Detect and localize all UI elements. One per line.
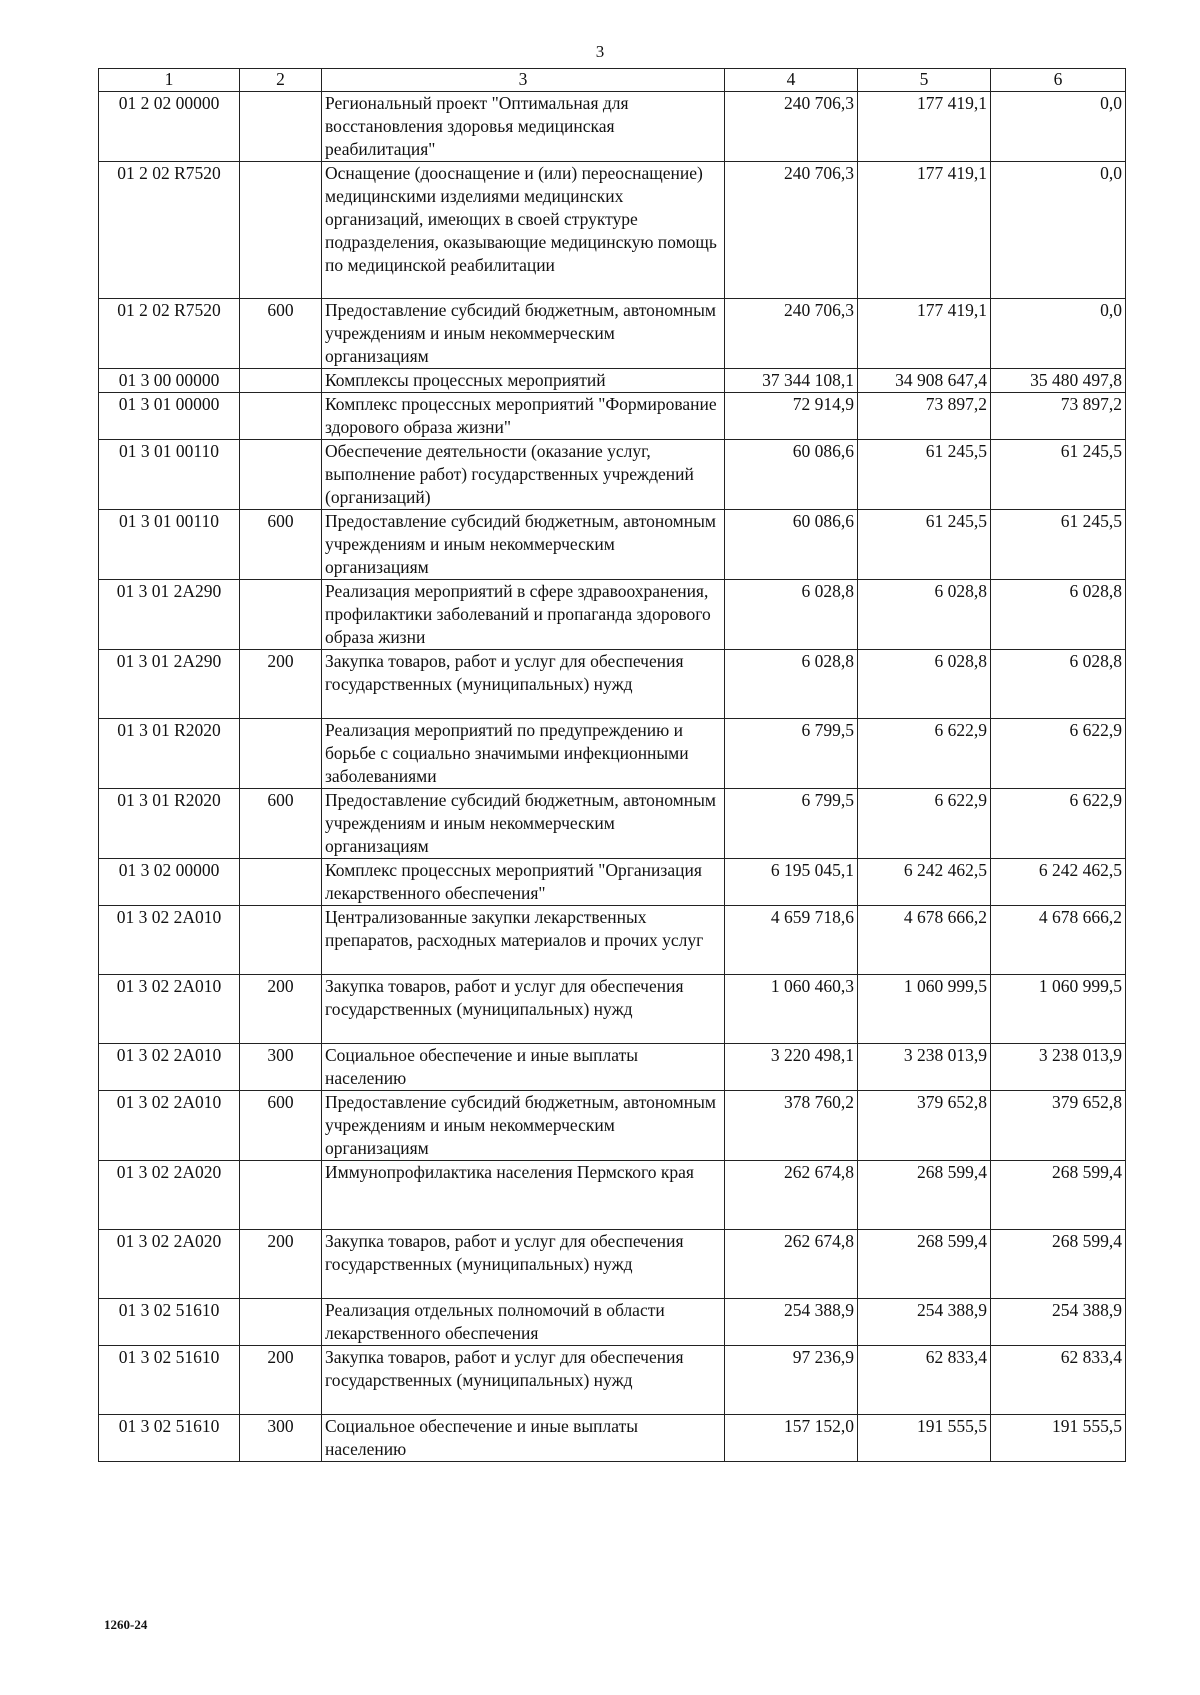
value-col5-cell: 177 419,1 (858, 92, 991, 162)
item-name-cell: Предоставление субсидий бюджетным, автономным учреждениям и иным некоммерческим организациям (322, 789, 725, 859)
value-col6-cell: 61 245,5 (991, 510, 1126, 580)
value-col4-cell: 6 195 045,1 (725, 859, 858, 906)
document-code: 1260-24 (104, 1617, 148, 1632)
table-header-row (99, 69, 1126, 92)
item-name-cell: Социальное обеспечение и иные выплаты населению (322, 1044, 725, 1091)
budget-code-cell: 01 2 02 00000 (99, 92, 240, 162)
column-header-6: 6 (991, 69, 1126, 92)
column-header-5: 5 (858, 69, 991, 92)
value-col6-cell: 379 652,8 (991, 1091, 1126, 1161)
value-col4-cell: 97 236,9 (725, 1346, 858, 1415)
expense-type-cell (240, 580, 322, 650)
item-name-cell: Централизованные закупки лекарственных препаратов, расходных материалов и прочих услуг (322, 906, 725, 975)
value-col6-cell: 3 238 013,9 (991, 1044, 1126, 1091)
budget-code-cell: 01 3 01 R2020 (99, 719, 240, 789)
table-row (99, 1299, 1126, 1346)
budget-code-cell: 01 3 02 00000 (99, 859, 240, 906)
budget-code-cell: 01 3 02 51610 (99, 1415, 240, 1462)
value-col5-cell: 268 599,4 (858, 1161, 991, 1230)
expense-type-cell (240, 369, 322, 393)
value-col6-cell: 61 245,5 (991, 440, 1126, 510)
value-col4-cell: 378 760,2 (725, 1091, 858, 1161)
item-name-cell: Иммунопрофилактика населения Пермского края (322, 1161, 725, 1230)
item-name-cell: Комплекс процессных мероприятий "Организация лекарственного обеспечения" (322, 859, 725, 906)
value-col4-cell: 240 706,3 (725, 92, 858, 162)
value-col4-cell: 60 086,6 (725, 510, 858, 580)
item-name-cell: Закупка товаров, работ и услуг для обеспечения государственных (муниципальных) нужд (322, 1346, 725, 1415)
budget-code-cell: 01 3 01 2А290 (99, 650, 240, 719)
budget-code-cell: 01 3 01 00110 (99, 510, 240, 580)
value-col5-cell: 61 245,5 (858, 440, 991, 510)
item-name-cell: Закупка товаров, работ и услуг для обеспечения государственных (муниципальных) нужд (322, 975, 725, 1044)
expense-type-cell: 600 (240, 789, 322, 859)
table-row (99, 859, 1126, 906)
expense-type-cell: 200 (240, 1346, 322, 1415)
budget-code-cell: 01 3 02 51610 (99, 1346, 240, 1415)
expense-type-cell (240, 92, 322, 162)
budget-table (98, 68, 1126, 1462)
item-name-cell: Комплексы процессных мероприятий (322, 369, 725, 393)
expense-type-cell: 200 (240, 975, 322, 1044)
expense-type-cell (240, 1299, 322, 1346)
value-col4-cell: 157 152,0 (725, 1415, 858, 1462)
table-row (99, 789, 1126, 859)
budget-code-cell: 01 3 02 2А010 (99, 1044, 240, 1091)
value-col5-cell: 1 060 999,5 (858, 975, 991, 1044)
item-name-cell: Социальное обеспечение и иные выплаты населению (322, 1415, 725, 1462)
value-col5-cell: 6 622,9 (858, 789, 991, 859)
value-col5-cell: 6 028,8 (858, 580, 991, 650)
table-row (99, 1230, 1126, 1299)
budget-code-cell: 01 3 02 51610 (99, 1299, 240, 1346)
value-col4-cell: 60 086,6 (725, 440, 858, 510)
expense-type-cell: 300 (240, 1044, 322, 1091)
budget-code-cell: 01 3 01 2А290 (99, 580, 240, 650)
value-col6-cell: 6 028,8 (991, 650, 1126, 719)
expense-type-cell: 200 (240, 650, 322, 719)
item-name-cell: Реализация мероприятий по предупреждению и борьбе с социально значимыми инфекционными заболеваниями (322, 719, 725, 789)
table-row (99, 650, 1126, 719)
table-row (99, 299, 1126, 369)
value-col6-cell: 268 599,4 (991, 1230, 1126, 1299)
value-col5-cell: 4 678 666,2 (858, 906, 991, 975)
table-row (99, 1161, 1126, 1230)
value-col5-cell: 379 652,8 (858, 1091, 991, 1161)
value-col6-cell: 254 388,9 (991, 1299, 1126, 1346)
value-col6-cell: 4 678 666,2 (991, 906, 1126, 975)
value-col5-cell: 6 028,8 (858, 650, 991, 719)
value-col5-cell: 62 833,4 (858, 1346, 991, 1415)
table-row (99, 1415, 1126, 1462)
table-row (99, 1091, 1126, 1161)
budget-code-cell: 01 3 02 2А020 (99, 1230, 240, 1299)
value-col4-cell: 6 799,5 (725, 719, 858, 789)
value-col6-cell: 0,0 (991, 92, 1126, 162)
table-row (99, 719, 1126, 789)
value-col6-cell: 6 622,9 (991, 719, 1126, 789)
expense-type-cell (240, 440, 322, 510)
budget-code-cell: 01 2 02 R7520 (99, 299, 240, 369)
value-col4-cell: 254 388,9 (725, 1299, 858, 1346)
table-row (99, 92, 1126, 162)
value-col4-cell: 262 674,8 (725, 1230, 858, 1299)
expense-type-cell: 600 (240, 1091, 322, 1161)
value-col4-cell: 240 706,3 (725, 162, 858, 299)
value-col6-cell: 73 897,2 (991, 393, 1126, 440)
budget-code-cell: 01 2 02 R7520 (99, 162, 240, 299)
expense-type-cell (240, 719, 322, 789)
budget-code-cell: 01 3 02 2А010 (99, 1091, 240, 1161)
expense-type-cell: 600 (240, 299, 322, 369)
table-row (99, 1044, 1126, 1091)
value-col4-cell: 6 028,8 (725, 650, 858, 719)
value-col5-cell: 254 388,9 (858, 1299, 991, 1346)
page-number: 3 (595, 42, 605, 61)
value-col4-cell: 4 659 718,6 (725, 906, 858, 975)
expense-type-cell: 600 (240, 510, 322, 580)
table-body (99, 92, 1126, 1462)
item-name-cell: Обеспечение деятельности (оказание услуг, выполнение работ) государственных учреждений (организаций) (322, 440, 725, 510)
item-name-cell: Закупка товаров, работ и услуг для обеспечения государственных (муниципальных) нужд (322, 1230, 725, 1299)
table-row (99, 440, 1126, 510)
expense-type-cell (240, 1161, 322, 1230)
expense-type-cell (240, 162, 322, 299)
value-col6-cell: 6 242 462,5 (991, 859, 1126, 906)
value-col4-cell: 240 706,3 (725, 299, 858, 369)
value-col5-cell: 34 908 647,4 (858, 369, 991, 393)
column-header-1: 1 (99, 69, 240, 92)
value-col6-cell: 6 028,8 (991, 580, 1126, 650)
item-name-cell: Реализация мероприятий в сфере здравоохранения, профилактики заболеваний и пропаганда здорового образа жизни (322, 580, 725, 650)
item-name-cell: Региональный проект "Оптимальная для восстановления здоровья медицинская реабилитация" (322, 92, 725, 162)
value-col6-cell: 6 622,9 (991, 789, 1126, 859)
item-name-cell: Оснащение (дооснащение и (или) переоснащение) медицинскими изделиями медицинских организаций, имеющих в своей структуре подразделения, оказывающие медицинскую помощь по медицинской реабилитации (322, 162, 725, 299)
value-col5-cell: 61 245,5 (858, 510, 991, 580)
value-col6-cell: 191 555,5 (991, 1415, 1126, 1462)
table-row (99, 510, 1126, 580)
value-col5-cell: 268 599,4 (858, 1230, 991, 1299)
value-col6-cell: 0,0 (991, 162, 1126, 299)
table-row (99, 393, 1126, 440)
budget-code-cell: 01 3 02 2А010 (99, 906, 240, 975)
item-name-cell: Предоставление субсидий бюджетным, автономным учреждениям и иным некоммерческим организациям (322, 299, 725, 369)
value-col4-cell: 3 220 498,1 (725, 1044, 858, 1091)
value-col5-cell: 177 419,1 (858, 162, 991, 299)
item-name-cell: Предоставление субсидий бюджетным, автономным учреждениям и иным некоммерческим организациям (322, 1091, 725, 1161)
value-col4-cell: 6 028,8 (725, 580, 858, 650)
item-name-cell: Предоставление субсидий бюджетным, автономным учреждениям и иным некоммерческим организациям (322, 510, 725, 580)
value-col5-cell: 73 897,2 (858, 393, 991, 440)
value-col6-cell: 62 833,4 (991, 1346, 1126, 1415)
value-col6-cell: 35 480 497,8 (991, 369, 1126, 393)
value-col4-cell: 6 799,5 (725, 789, 858, 859)
expense-type-cell (240, 906, 322, 975)
value-col5-cell: 191 555,5 (858, 1415, 991, 1462)
expense-type-cell (240, 393, 322, 440)
value-col5-cell: 3 238 013,9 (858, 1044, 991, 1091)
budget-code-cell: 01 3 01 R2020 (99, 789, 240, 859)
budget-code-cell: 01 3 01 00110 (99, 440, 240, 510)
item-name-cell: Реализация отдельных полномочий в области лекарственного обеспечения (322, 1299, 725, 1346)
value-col4-cell: 72 914,9 (725, 393, 858, 440)
table-row (99, 1346, 1126, 1415)
value-col4-cell: 37 344 108,1 (725, 369, 858, 393)
expense-type-cell (240, 859, 322, 906)
budget-code-cell: 01 3 00 00000 (99, 369, 240, 393)
table-row (99, 906, 1126, 975)
value-col6-cell: 0,0 (991, 299, 1126, 369)
value-col5-cell: 177 419,1 (858, 299, 991, 369)
column-header-3: 3 (322, 69, 725, 92)
table-row (99, 975, 1126, 1044)
value-col5-cell: 6 242 462,5 (858, 859, 991, 906)
column-header-2: 2 (240, 69, 322, 92)
table-row (99, 162, 1126, 299)
item-name-cell: Комплекс процессных мероприятий "Формирование здорового образа жизни" (322, 393, 725, 440)
value-col5-cell: 6 622,9 (858, 719, 991, 789)
value-col6-cell: 268 599,4 (991, 1161, 1126, 1230)
budget-code-cell: 01 3 02 2А020 (99, 1161, 240, 1230)
value-col6-cell: 1 060 999,5 (991, 975, 1126, 1044)
budget-code-cell: 01 3 01 00000 (99, 393, 240, 440)
expense-type-cell: 300 (240, 1415, 322, 1462)
expense-type-cell: 200 (240, 1230, 322, 1299)
budget-code-cell: 01 3 02 2А010 (99, 975, 240, 1044)
item-name-cell: Закупка товаров, работ и услуг для обеспечения государственных (муниципальных) нужд (322, 650, 725, 719)
value-col4-cell: 262 674,8 (725, 1161, 858, 1230)
table-row (99, 369, 1126, 393)
column-header-4: 4 (725, 69, 858, 92)
value-col4-cell: 1 060 460,3 (725, 975, 858, 1044)
table-row (99, 580, 1126, 650)
